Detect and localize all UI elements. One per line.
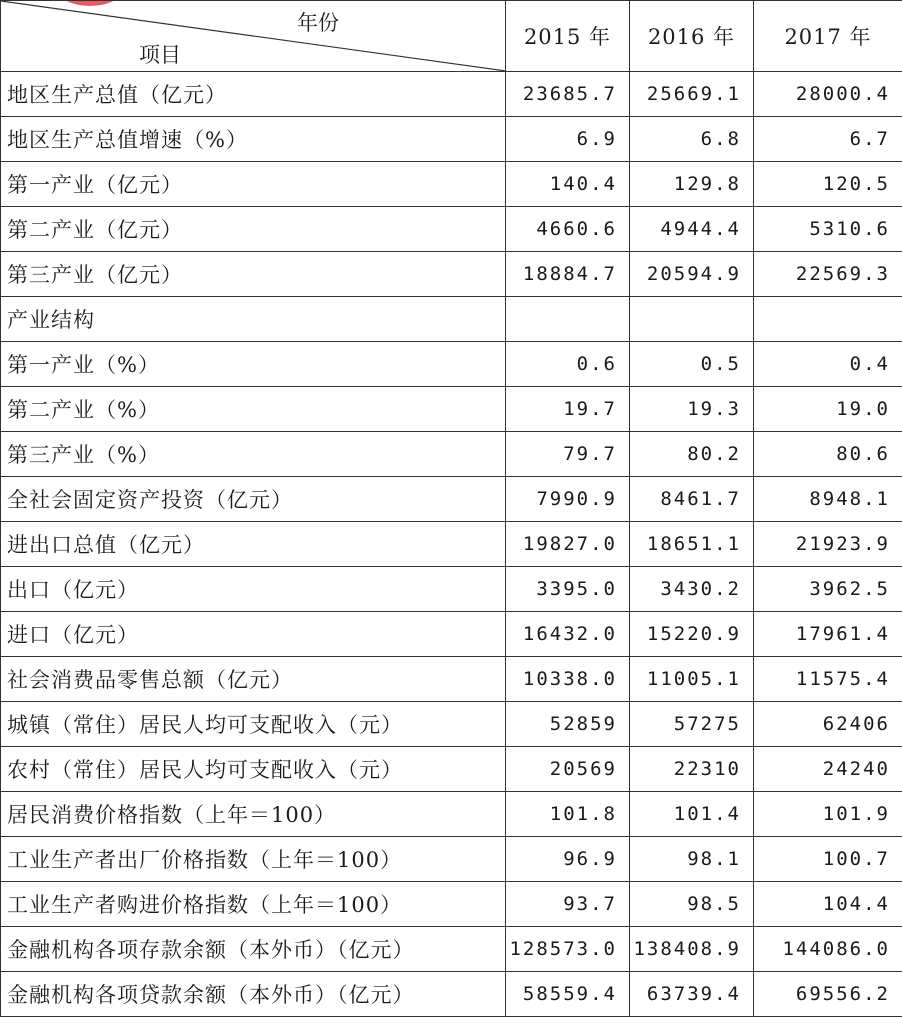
table-row xyxy=(1,207,902,252)
table-row xyxy=(1,297,902,342)
row-label: 第三产业（亿元） xyxy=(1,252,506,297)
row-label: 社会消费品零售总额（亿元） xyxy=(1,657,506,702)
row-label: 金融机构各项贷款余额（本外币）（亿元） xyxy=(1,972,506,1017)
value-cell-2016: 6.8 xyxy=(630,117,754,162)
value-cell-2017: 28000.4 xyxy=(754,72,902,117)
value-cell-2017: 0.4 xyxy=(754,342,902,387)
value-cell-2016: 18651.1 xyxy=(630,522,754,567)
table-row xyxy=(1,747,902,792)
row-label: 出口（亿元） xyxy=(1,567,506,612)
value-cell-2017 xyxy=(754,297,902,342)
table-row xyxy=(1,522,902,567)
table-row xyxy=(1,612,902,657)
value-cell-2015: 0.6 xyxy=(506,342,630,387)
value-cell-2016: 4944.4 xyxy=(630,207,754,252)
value-cell-2015: 79.7 xyxy=(506,432,630,477)
row-label: 产业结构 xyxy=(1,297,506,342)
value-cell-2017: 104.4 xyxy=(754,882,902,927)
value-cell-2017: 69556.2 xyxy=(754,972,902,1017)
value-cell-2015: 20569 xyxy=(506,747,630,792)
table-row xyxy=(1,252,902,297)
value-cell-2016: 19.3 xyxy=(630,387,754,432)
header-row xyxy=(1,1,902,72)
row-label: 进口（亿元） xyxy=(1,612,506,657)
table-body xyxy=(1,72,902,1017)
row-label: 地区生产总值（亿元） xyxy=(1,72,506,117)
value-cell-2015: 128573.0 xyxy=(506,927,630,972)
value-cell-2017: 24240 xyxy=(754,747,902,792)
value-cell-2016: 11005.1 xyxy=(630,657,754,702)
row-label: 第一产业（%） xyxy=(1,342,506,387)
value-cell-2015: 52859 xyxy=(506,702,630,747)
value-cell-2017: 101.9 xyxy=(754,792,902,837)
table-row xyxy=(1,567,902,612)
table-row xyxy=(1,432,902,477)
value-cell-2015: 19.7 xyxy=(506,387,630,432)
value-cell-2015: 7990.9 xyxy=(506,477,630,522)
value-cell-2016: 22310 xyxy=(630,747,754,792)
table-row xyxy=(1,837,902,882)
value-cell-2015 xyxy=(506,297,630,342)
corner-diagonal-line xyxy=(1,1,506,71)
value-cell-2017: 17961.4 xyxy=(754,612,902,657)
value-cell-2017: 100.7 xyxy=(754,837,902,882)
value-cell-2016: 98.1 xyxy=(630,837,754,882)
value-cell-2017: 11575.4 xyxy=(754,657,902,702)
row-label: 第二产业（%） xyxy=(1,387,506,432)
value-cell-2017: 22569.3 xyxy=(754,252,902,297)
value-cell-2015: 6.9 xyxy=(506,117,630,162)
table-row xyxy=(1,882,902,927)
value-cell-2015: 16432.0 xyxy=(506,612,630,657)
value-cell-2015: 18884.7 xyxy=(506,252,630,297)
table-row xyxy=(1,117,902,162)
value-cell-2015: 58559.4 xyxy=(506,972,630,1017)
value-cell-2017: 21923.9 xyxy=(754,522,902,567)
year-header-2016: 2016 年 xyxy=(630,1,754,72)
value-cell-2016: 57275 xyxy=(630,702,754,747)
value-cell-2015: 96.9 xyxy=(506,837,630,882)
table-row xyxy=(1,702,902,747)
table-row xyxy=(1,72,902,117)
value-cell-2016: 20594.9 xyxy=(630,252,754,297)
table-row xyxy=(1,657,902,702)
value-cell-2017: 5310.6 xyxy=(754,207,902,252)
row-label: 第一产业（亿元） xyxy=(1,162,506,207)
value-cell-2016: 101.4 xyxy=(630,792,754,837)
table-row xyxy=(1,792,902,837)
row-label: 第三产业（%） xyxy=(1,432,506,477)
value-cell-2015: 3395.0 xyxy=(506,567,630,612)
corner-header-cell xyxy=(1,1,506,72)
row-label: 金融机构各项存款余额（本外币）（亿元） xyxy=(1,927,506,972)
value-cell-2015: 23685.7 xyxy=(506,72,630,117)
value-cell-2016: 138408.9 xyxy=(630,927,754,972)
value-cell-2017: 3962.5 xyxy=(754,567,902,612)
corner-year-label: 年份 xyxy=(297,11,339,35)
value-cell-2015: 101.8 xyxy=(506,792,630,837)
value-cell-2017: 6.7 xyxy=(754,117,902,162)
table-row xyxy=(1,387,902,432)
table-row xyxy=(1,927,902,972)
value-cell-2016: 98.5 xyxy=(630,882,754,927)
row-label: 工业生产者出厂价格指数（上年＝100） xyxy=(1,837,506,882)
year-header-2015: 2015 年 xyxy=(506,1,630,72)
row-label: 进出口总值（亿元） xyxy=(1,522,506,567)
value-cell-2017: 144086.0 xyxy=(754,927,902,972)
value-cell-2015: 10338.0 xyxy=(506,657,630,702)
value-cell-2016: 25669.1 xyxy=(630,72,754,117)
value-cell-2016: 129.8 xyxy=(630,162,754,207)
value-cell-2015: 140.4 xyxy=(506,162,630,207)
row-label: 第二产业（亿元） xyxy=(1,207,506,252)
row-label: 工业生产者购进价格指数（上年＝100） xyxy=(1,882,506,927)
row-label: 城镇（常住）居民人均可支配收入（元） xyxy=(1,702,506,747)
value-cell-2016: 3430.2 xyxy=(630,567,754,612)
value-cell-2017: 62406 xyxy=(754,702,902,747)
value-cell-2017: 19.0 xyxy=(754,387,902,432)
year-header-2017: 2017 年 xyxy=(754,1,902,72)
table-row xyxy=(1,972,902,1017)
value-cell-2016 xyxy=(630,297,754,342)
value-cell-2016: 80.2 xyxy=(630,432,754,477)
table-row xyxy=(1,162,902,207)
table-row xyxy=(1,477,902,522)
value-cell-2017: 80.6 xyxy=(754,432,902,477)
value-cell-2015: 93.7 xyxy=(506,882,630,927)
table-row xyxy=(1,342,902,387)
row-label: 居民消费价格指数（上年＝100） xyxy=(1,792,506,837)
row-label: 农村（常住）居民人均可支配收入（元） xyxy=(1,747,506,792)
value-cell-2017: 120.5 xyxy=(754,162,902,207)
corner-item-label: 项目 xyxy=(139,43,181,67)
value-cell-2016: 0.5 xyxy=(630,342,754,387)
value-cell-2016: 15220.9 xyxy=(630,612,754,657)
row-label: 地区生产总值增速（%） xyxy=(1,117,506,162)
row-label: 全社会固定资产投资（亿元） xyxy=(1,477,506,522)
value-cell-2016: 8461.7 xyxy=(630,477,754,522)
value-cell-2015: 4660.6 xyxy=(506,207,630,252)
value-cell-2017: 8948.1 xyxy=(754,477,902,522)
value-cell-2015: 19827.0 xyxy=(506,522,630,567)
value-cell-2016: 63739.4 xyxy=(630,972,754,1017)
